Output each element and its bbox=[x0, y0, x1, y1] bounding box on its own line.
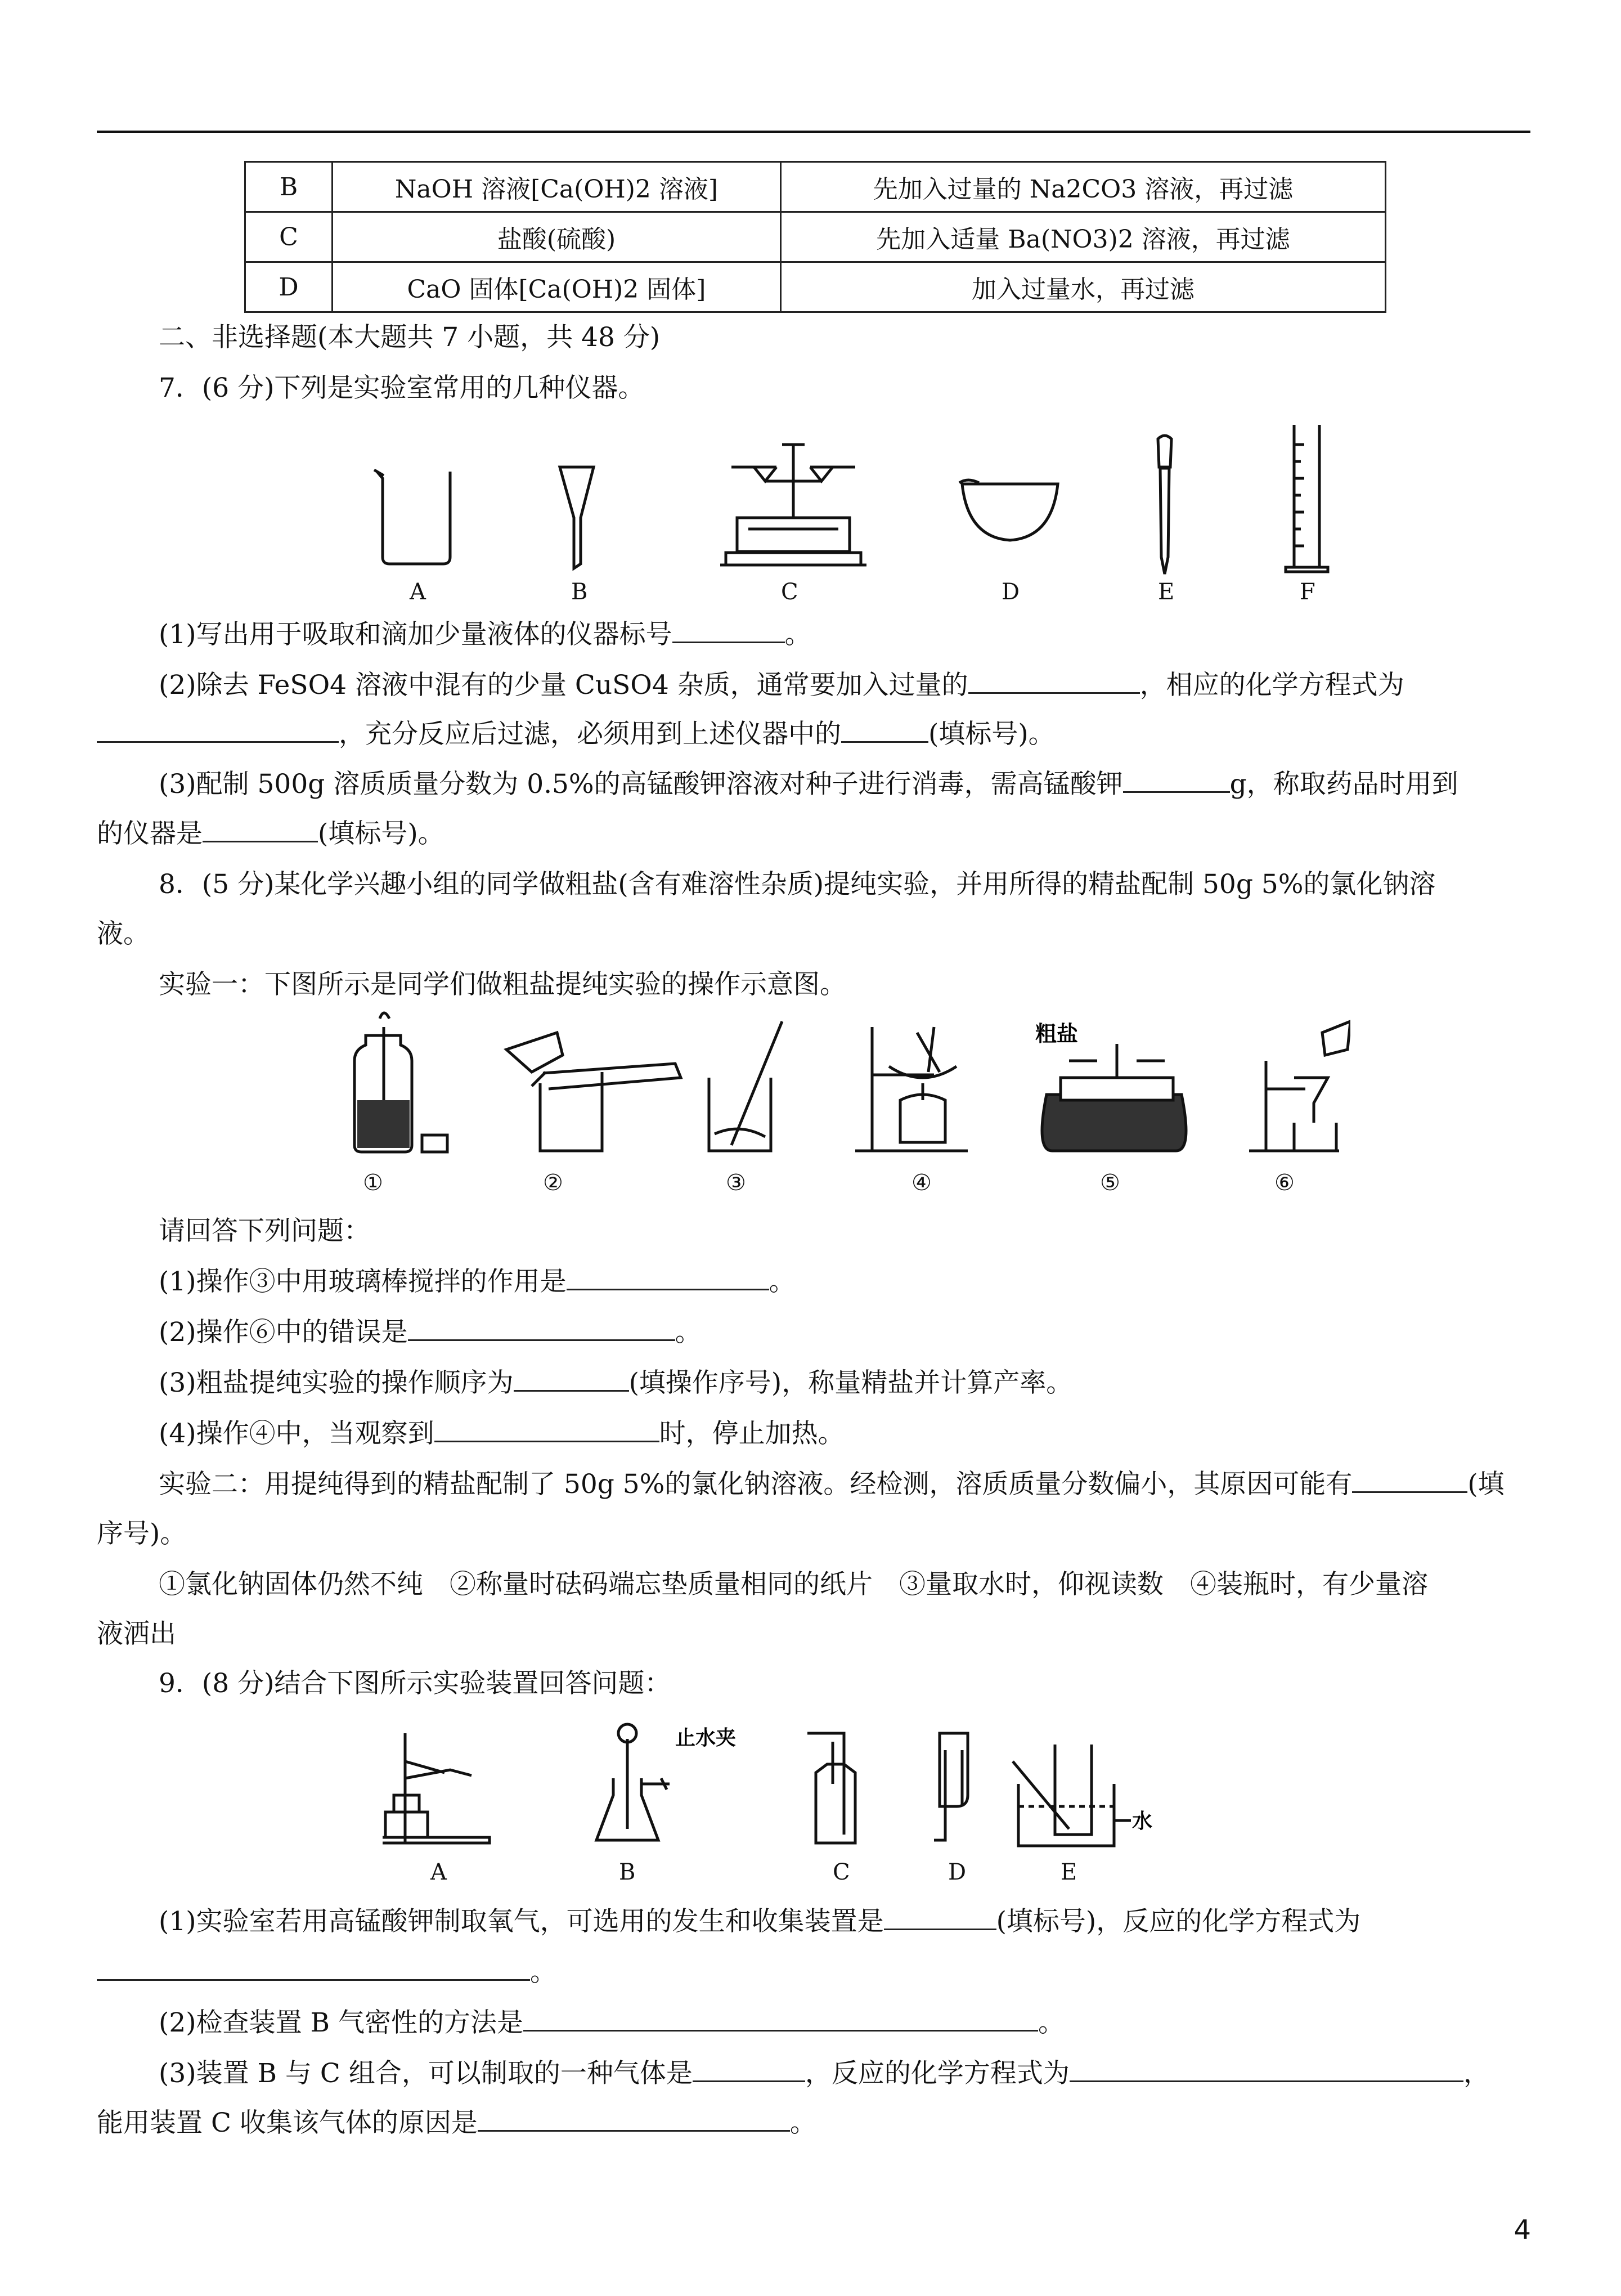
q8-p2-text: 。 bbox=[675, 1317, 702, 1348]
q7-part-3-cont bbox=[97, 817, 1530, 851]
option-method: 先加入适量 Ba(NO3)2 溶液，再过滤 bbox=[781, 212, 1386, 262]
stirring-beaker-icon bbox=[709, 1021, 782, 1151]
scale-salt-label: 粗盐 bbox=[1035, 1021, 1079, 1046]
q8-operations-figure bbox=[338, 1010, 1350, 1196]
funnel-icon bbox=[560, 467, 594, 568]
q7-p1-text: (1)写出用于吸取和滴加少量液体的仪器标号 bbox=[159, 619, 672, 650]
q8-options: ①氯化钠固体仍然不纯 ②称量时砝码端忘垫质量相同的纸片 ③量取水时，仰视读数 ④装瓶时，有少量溶 bbox=[159, 1569, 1428, 1600]
q7-instruments-figure bbox=[338, 422, 1350, 608]
answer-blank[interactable] bbox=[693, 2077, 805, 2082]
q8-label-4: ④ bbox=[911, 1170, 932, 1196]
q8-p3-text: (填操作序号)，称量精盐并计算产率。 bbox=[628, 1367, 1073, 1398]
q7-label-a: A bbox=[410, 579, 426, 605]
q7-part-1 bbox=[97, 618, 1530, 652]
q8-p4-text: (4)操作④中，当观察到 bbox=[159, 1418, 434, 1449]
q9-part-2 bbox=[97, 2006, 1530, 2040]
q8-exp2-text: (填 bbox=[1467, 1469, 1505, 1500]
q8-experiment-1: 实验一：下图所示是同学们做粗盐提纯实验的操作示意图。 bbox=[159, 969, 846, 1000]
q9-p1-text: (1)实验室若用高锰酸钾制取氧气，可选用的发生和收集装置是 bbox=[159, 1906, 884, 1937]
q8-p1-text: 。 bbox=[769, 1266, 796, 1297]
option-method: 加入过量水，再过滤 bbox=[781, 262, 1386, 312]
q8-label-5: ⑤ bbox=[1100, 1170, 1120, 1196]
q8-part-1 bbox=[97, 1265, 1530, 1299]
q9-part-3 bbox=[97, 2057, 1530, 2091]
pouring-icon bbox=[506, 1033, 681, 1151]
answer-blank[interactable] bbox=[514, 1387, 629, 1392]
q7-p3-text: (3)配制 500g 溶质质量分数为 0.5%的高锰酸钾溶液对种子进行消毒，需高锰酸钾 bbox=[159, 769, 1123, 800]
answer-blank[interactable] bbox=[434, 1437, 659, 1442]
q7-part-2 bbox=[97, 669, 1530, 702]
q9-p3-text: ，反应的化学方程式为 bbox=[805, 2058, 1070, 2089]
clip-label: 止水夹 bbox=[675, 1726, 737, 1750]
q9-p1-text: 。 bbox=[530, 1957, 556, 1988]
section-heading: 二、非选择题(本大题共 7 小题，共 48 分) bbox=[159, 322, 661, 353]
q9-p3-text: ， bbox=[1463, 2058, 1490, 2089]
q9-label-c: C bbox=[833, 1859, 850, 1885]
answer-blank[interactable] bbox=[408, 1336, 675, 1341]
q9-p1-text: (填标号)，反应的化学方程式为 bbox=[996, 1906, 1361, 1937]
answer-blank[interactable] bbox=[884, 1925, 996, 1930]
q7-p2-text: ，相应的化学方程式为 bbox=[1139, 670, 1404, 701]
header-rule bbox=[97, 131, 1530, 133]
q8-experiment-2 bbox=[97, 1468, 1530, 1501]
question-8-title: 8．(5 分)某化学兴趣小组的同学做粗盐(含有难溶性杂质)提纯实验，并用所得的精盐配制 50g 5%的氯化钠溶 bbox=[159, 869, 1436, 900]
gas-bottle-c-icon bbox=[807, 1733, 855, 1843]
q9-p2-text: 。 bbox=[1038, 2007, 1065, 2038]
q8-part-2 bbox=[97, 1316, 1530, 1349]
q7-p3-text: 的仪器是 bbox=[97, 818, 203, 849]
q8-label-3: ③ bbox=[726, 1170, 746, 1196]
question-7-title: 7．(6 分)下列是实验室常用的几种仪器。 bbox=[159, 373, 645, 403]
q7-p1-end: 。 bbox=[784, 619, 811, 650]
q9-p3-text: 。 bbox=[789, 2107, 816, 2138]
option-substance: NaOH 溶液[Ca(OH)2 溶液] bbox=[333, 162, 781, 212]
answer-blank[interactable] bbox=[523, 2026, 1038, 2032]
q7-part-2-cont bbox=[97, 718, 1530, 751]
q8-part-3 bbox=[97, 1366, 1530, 1400]
answer-blank[interactable] bbox=[1070, 2077, 1463, 2082]
q7-p3-text: (填标号)。 bbox=[318, 818, 444, 849]
q8-p2-text: (2)操作⑥中的错误是 bbox=[159, 1317, 408, 1348]
option-method: 先加入过量的 Na2CO3 溶液，再过滤 bbox=[781, 162, 1386, 212]
graduated-cylinder-icon bbox=[1286, 425, 1328, 572]
q8-label-6: ⑥ bbox=[1274, 1170, 1295, 1196]
option-substance: CaO 固体[Ca(OH)2 固体] bbox=[333, 262, 781, 312]
q9-p3-text: 能用装置 C 收集该气体的原因是 bbox=[97, 2107, 478, 2138]
q8-options-cont: 液洒出 bbox=[97, 1618, 176, 1649]
q8-label-2: ② bbox=[543, 1170, 563, 1196]
water-trough-icon bbox=[1013, 1745, 1131, 1846]
dropper-icon bbox=[1158, 436, 1171, 574]
q7-label-c: C bbox=[781, 579, 798, 605]
answer-blank[interactable] bbox=[97, 1976, 530, 1981]
filtration-stand-icon bbox=[1249, 1021, 1350, 1151]
options-table bbox=[244, 161, 1386, 313]
q9-label-e: E bbox=[1061, 1859, 1077, 1885]
q9-part-3-cont bbox=[97, 2106, 1530, 2140]
evaporating-dish-icon bbox=[959, 480, 1058, 540]
q8-label-1: ① bbox=[363, 1170, 383, 1196]
q7-label-e: E bbox=[1158, 579, 1175, 605]
q9-part-1 bbox=[97, 1905, 1530, 1939]
q7-p2-text: (2)除去 FeSO4 溶液中混有的少量 CuSO4 杂质，通常要加入过量的 bbox=[159, 670, 968, 701]
answer-blank[interactable] bbox=[968, 689, 1140, 694]
gas-bottle-d-icon bbox=[934, 1733, 968, 1840]
q9-label-b: B bbox=[619, 1859, 636, 1885]
q8-part-4 bbox=[97, 1417, 1530, 1451]
option-key: B bbox=[245, 162, 333, 212]
water-label: 水 bbox=[1132, 1809, 1153, 1833]
table-row bbox=[245, 162, 1386, 212]
q7-label-d: D bbox=[1002, 579, 1020, 605]
q7-part-3 bbox=[97, 768, 1530, 801]
q8-p3-text: (3)粗盐提纯实验的操作顺序为 bbox=[159, 1367, 514, 1398]
flask-with-clamp-icon bbox=[596, 1724, 670, 1840]
page-number: 4 bbox=[1514, 2214, 1531, 2246]
q7-p3-text: g，称取药品时用到 bbox=[1229, 769, 1458, 800]
option-key: C bbox=[245, 212, 333, 262]
answer-blank[interactable] bbox=[203, 837, 318, 842]
q7-p2-text: (填标号)。 bbox=[928, 719, 1055, 750]
q9-part-1-cont bbox=[97, 1956, 1530, 1989]
q7-label-b: B bbox=[571, 579, 588, 605]
answer-blank[interactable] bbox=[478, 2127, 790, 2132]
answer-blank[interactable] bbox=[97, 738, 339, 743]
table-row bbox=[245, 212, 1386, 262]
q9-label-a: A bbox=[430, 1859, 447, 1885]
balance-icon bbox=[720, 445, 866, 565]
table-row bbox=[245, 262, 1386, 312]
q9-p2-text: (2)检查装置 B 气密性的方法是 bbox=[159, 2007, 523, 2038]
answer-blank[interactable] bbox=[672, 638, 785, 643]
q7-label-f: F bbox=[1300, 579, 1315, 605]
option-key: D bbox=[245, 262, 333, 312]
answer-blank[interactable] bbox=[1123, 788, 1230, 793]
q8-ask: 请回答下列问题： bbox=[159, 1216, 370, 1246]
q8-experiment-2-cont: 序号)。 bbox=[97, 1518, 187, 1549]
question-8-title-cont: 液。 bbox=[97, 918, 150, 949]
q8-p1-text: (1)操作③中用玻璃棒搅拌的作用是 bbox=[159, 1266, 567, 1297]
question-9-title: 9．(8 分)结合下图所示实验装置回答问题： bbox=[159, 1668, 671, 1699]
answer-blank[interactable] bbox=[567, 1285, 769, 1290]
q8-p4-text: 时，停止加热。 bbox=[659, 1418, 845, 1449]
q7-p2-text: ，充分反应后过滤，必须用到上述仪器中的 bbox=[339, 719, 841, 750]
heating-apparatus-icon bbox=[383, 1733, 490, 1843]
q8-exp2-text: 实验二：用提纯得到的精盐配制了 50g 5%的氯化钠溶液。经检测，溶质质量分数偏小，其原因可能有 bbox=[159, 1469, 1353, 1500]
answer-blank[interactable] bbox=[841, 738, 928, 743]
beaker-icon bbox=[374, 470, 450, 564]
evaporation-stand-icon bbox=[855, 1027, 968, 1151]
answer-blank[interactable] bbox=[1352, 1488, 1467, 1493]
option-substance: 盐酸(硫酸) bbox=[333, 212, 781, 262]
q9-label-d: D bbox=[948, 1859, 967, 1885]
scale-icon bbox=[1042, 1044, 1186, 1151]
q9-apparatus-figure bbox=[371, 1716, 1328, 1885]
q9-p3-text: (3)装置 B 与 C 组合，可以制取的一种气体是 bbox=[159, 2058, 693, 2089]
